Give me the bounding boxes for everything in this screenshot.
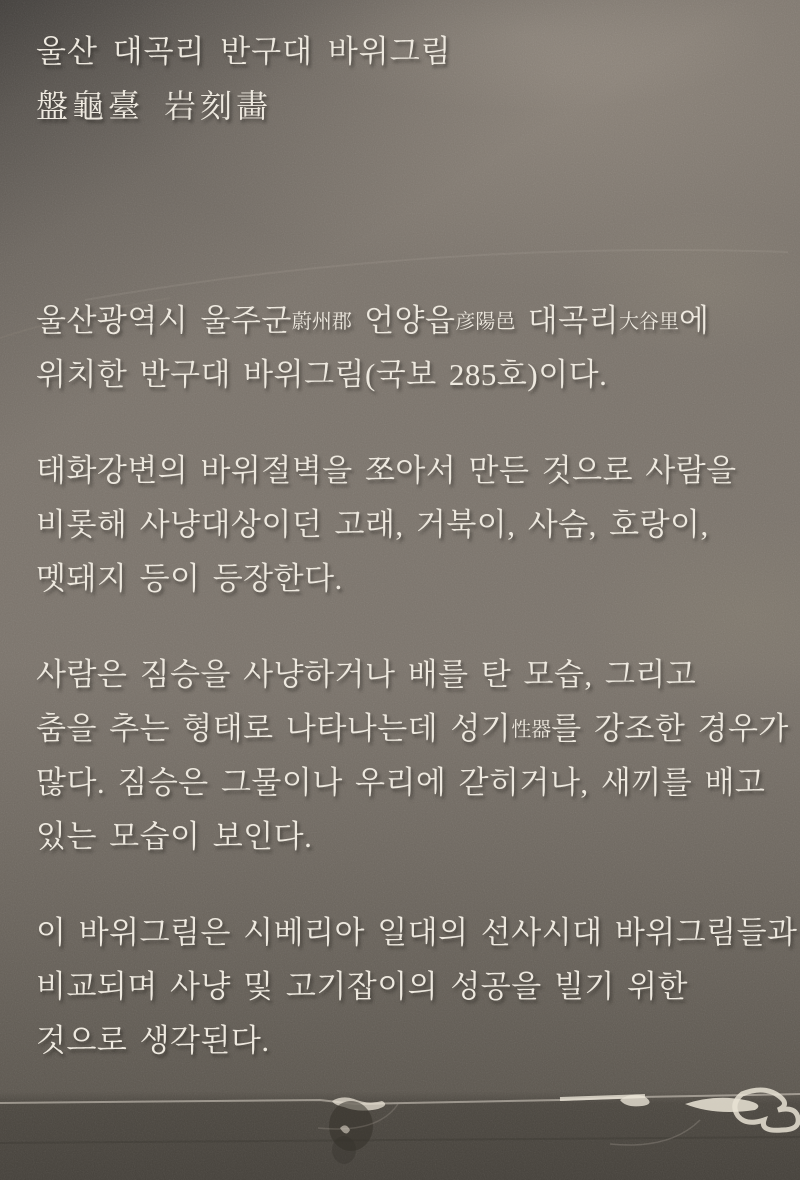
small-white-speck <box>340 1125 350 1133</box>
damage-squiggle <box>735 1090 798 1130</box>
paragraph <box>36 444 800 606</box>
text-line <box>36 648 800 702</box>
text-segment: 있는 모습이 보인다. <box>36 819 313 854</box>
thin-scratch <box>610 1120 700 1145</box>
text-segment: 언양읍 <box>351 303 456 338</box>
dark-blotch <box>332 1136 356 1164</box>
bottom-scratch-bright-segment <box>560 1096 645 1099</box>
plaque-title-hanja: 盤龜臺 岩刻畵 <box>36 88 273 124</box>
bottom-faint-dark-line <box>0 1137 800 1143</box>
text-segment: 것으로 생각된다. <box>36 1023 270 1058</box>
text-segment: 이 바위그림은 시베리아 일대의 선사시대 바위그림들과 <box>36 915 798 950</box>
text-segment: 위치한 반구대 바위그림(국보 285호)이다. <box>36 357 608 392</box>
text-line <box>36 906 800 960</box>
thin-scratch <box>318 1104 398 1129</box>
damage-mark <box>620 1095 650 1107</box>
text-segment: 를 강조한 경우가 <box>551 711 789 746</box>
text-segment: 에 <box>679 303 710 338</box>
text-line <box>36 294 800 348</box>
dark-blotch <box>329 1101 373 1151</box>
chip-mark <box>332 1097 385 1110</box>
text-segment: 많다. 짐승은 그물이나 우리에 갇히거나, 새끼를 배고 <box>36 765 766 800</box>
text-segment: 대곡리 <box>515 303 620 338</box>
text-segment: 태화강변의 바위절벽을 쪼아서 만든 것으로 사람을 <box>36 453 737 488</box>
damage-mark <box>685 1098 758 1112</box>
inline-hanja-annotation: 蔚州郡 <box>291 311 352 333</box>
inline-hanja-annotation: 彦陽邑 <box>455 311 516 333</box>
text-segment: 춤을 추는 형태로 나타나는데 성기 <box>36 711 512 746</box>
text-line <box>36 552 800 606</box>
paragraph <box>36 648 800 864</box>
plaque-title-korean: 울산 대곡리 반구대 바위그림 <box>36 34 452 69</box>
bottom-scratch-line <box>0 1094 800 1104</box>
paragraph <box>36 294 800 402</box>
plaque-body-text <box>36 294 800 1068</box>
text-line <box>36 1014 800 1068</box>
text-line <box>36 960 800 1014</box>
text-line <box>36 444 800 498</box>
inline-hanja-annotation: 大谷里 <box>619 311 680 333</box>
text-line <box>36 702 800 756</box>
text-line <box>36 810 800 864</box>
text-line <box>36 348 800 402</box>
text-segment: 비롯해 사냥대상이던 고래, 거북이, 사슴, 호랑이, <box>36 507 709 542</box>
text-segment: 멧돼지 등이 등장한다. <box>36 561 343 596</box>
inline-hanja-annotation: 性器 <box>511 719 552 741</box>
text-line <box>36 756 800 810</box>
text-segment: 사람은 짐승을 사냥하거나 배를 탄 모습, 그리고 <box>36 657 697 692</box>
text-segment: 비교되며 사냥 및 고기잡이의 성공을 빌기 위한 <box>36 969 688 1004</box>
text-line <box>36 498 800 552</box>
paragraph <box>36 906 800 1068</box>
text-segment: 울산광역시 울주군 <box>36 303 292 338</box>
